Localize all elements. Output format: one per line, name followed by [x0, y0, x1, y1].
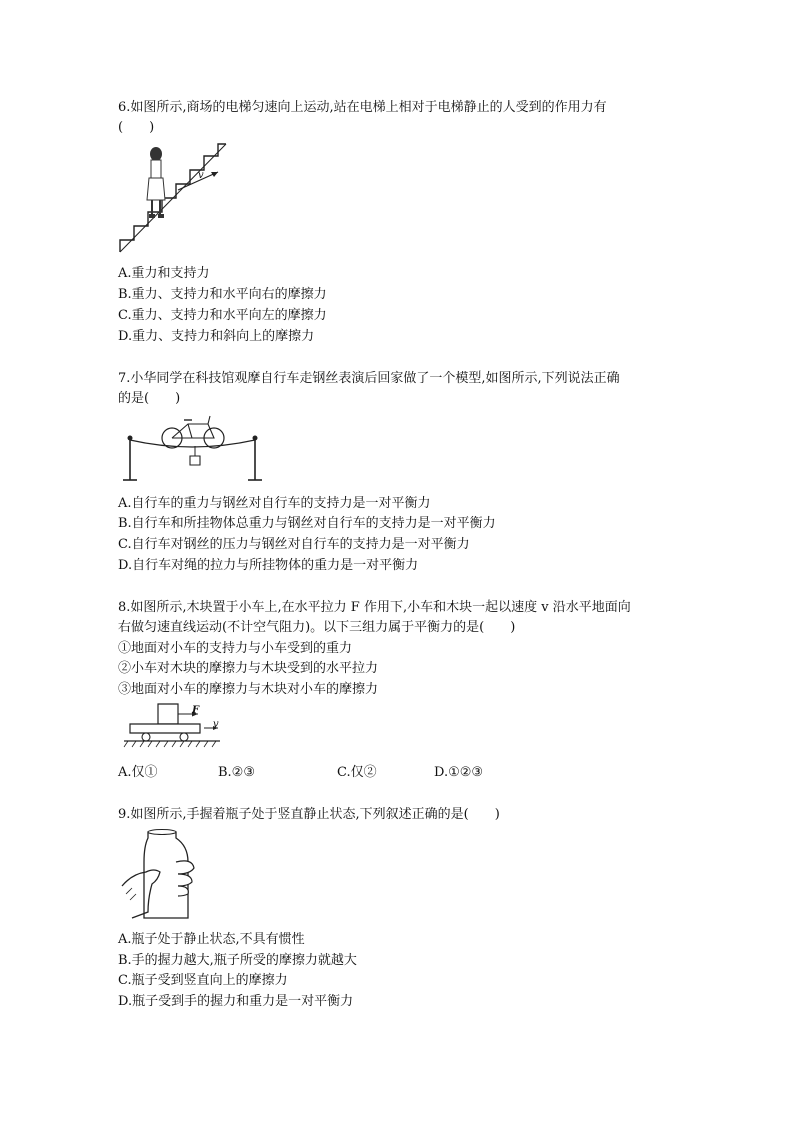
q7-stem-line1: 7.小华同学在科技馆观摩自行车走钢丝表演后回家做了一个模型,如图所示,下列说法正确 [118, 371, 620, 386]
q9-option-c: C.瓶子受到竖直向上的摩擦力 [118, 973, 288, 988]
q7-bicycle-tightrope-figure [120, 410, 265, 485]
q6-option-c: C.重力、支持力和水平向左的摩擦力 [118, 308, 327, 323]
q9-hand-bottle-figure [118, 828, 198, 920]
q9-option-d: D.瓶子受到手的握力和重力是一对平衡力 [118, 994, 354, 1009]
q6-escalator-figure [118, 142, 233, 257]
q7-option-c: C.自行车对钢丝的压力与钢丝对自行车的支持力是一对平衡力 [118, 537, 470, 552]
q8-force-label: F [192, 705, 200, 716]
q8-option-b: B.②③ [218, 765, 255, 780]
q9-option-a: A.瓶子处于静止状态,不具有惯性 [118, 932, 305, 947]
q8-option-c: C.仅② [337, 765, 377, 780]
q8-stem-line2: 右做匀速直线运动(不计空气阻力)。以下三组力属于平衡力的是( ) [118, 620, 516, 635]
q6-option-b: B.重力、支持力和水平向右的摩擦力 [118, 287, 327, 302]
q9-option-b: B.手的握力越大,瓶子所受的摩擦力就越大 [118, 953, 357, 968]
q6-stem-line2: ( ) [118, 120, 155, 135]
q6-option-a: A.重力和支持力 [118, 266, 210, 281]
q8-item-1: ①地面对小车的支持力与小车受到的重力 [118, 641, 353, 656]
q7-option-d: D.自行车对绳的拉力与所挂物体的重力是一对平衡力 [118, 558, 419, 573]
q8-item-3: ③地面对小车的摩擦力与木块对小车的摩擦力 [118, 682, 379, 697]
q8-option-a: A.仅① [118, 765, 158, 780]
q8-cart-block-figure [124, 702, 224, 754]
q8-option-d: D.①②③ [434, 765, 484, 780]
q6-stem-line1: 6.如图所示,商场的电梯匀速向上运动,站在电梯上相对于电梯静止的人受到的作用力有 [118, 100, 607, 115]
q7-option-b: B.自行车和所挂物体总重力与钢丝对自行车的支持力是一对平衡力 [118, 516, 496, 531]
q8-item-2: ②小车对木块的摩擦力与木块受到的水平拉力 [118, 661, 379, 676]
q6-velocity-label: v [198, 170, 204, 181]
q8-stem-line1: 8.如图所示,木块置于小车上,在水平拉力 F 作用下,小车和木块一起以速度 v 沿水平地面向 [118, 600, 631, 615]
q6-option-d: D.重力、支持力和斜向上的摩擦力 [118, 329, 315, 344]
q7-stem-line2: 的是( ) [118, 391, 181, 406]
q8-velocity-label: v [213, 719, 219, 730]
q9-stem-line1: 9.如图所示,手握着瓶子处于竖直静止状态,下列叙述正确的是( ) [118, 807, 500, 822]
q7-option-a: A.自行车的重力与钢丝对自行车的支持力是一对平衡力 [118, 496, 431, 511]
